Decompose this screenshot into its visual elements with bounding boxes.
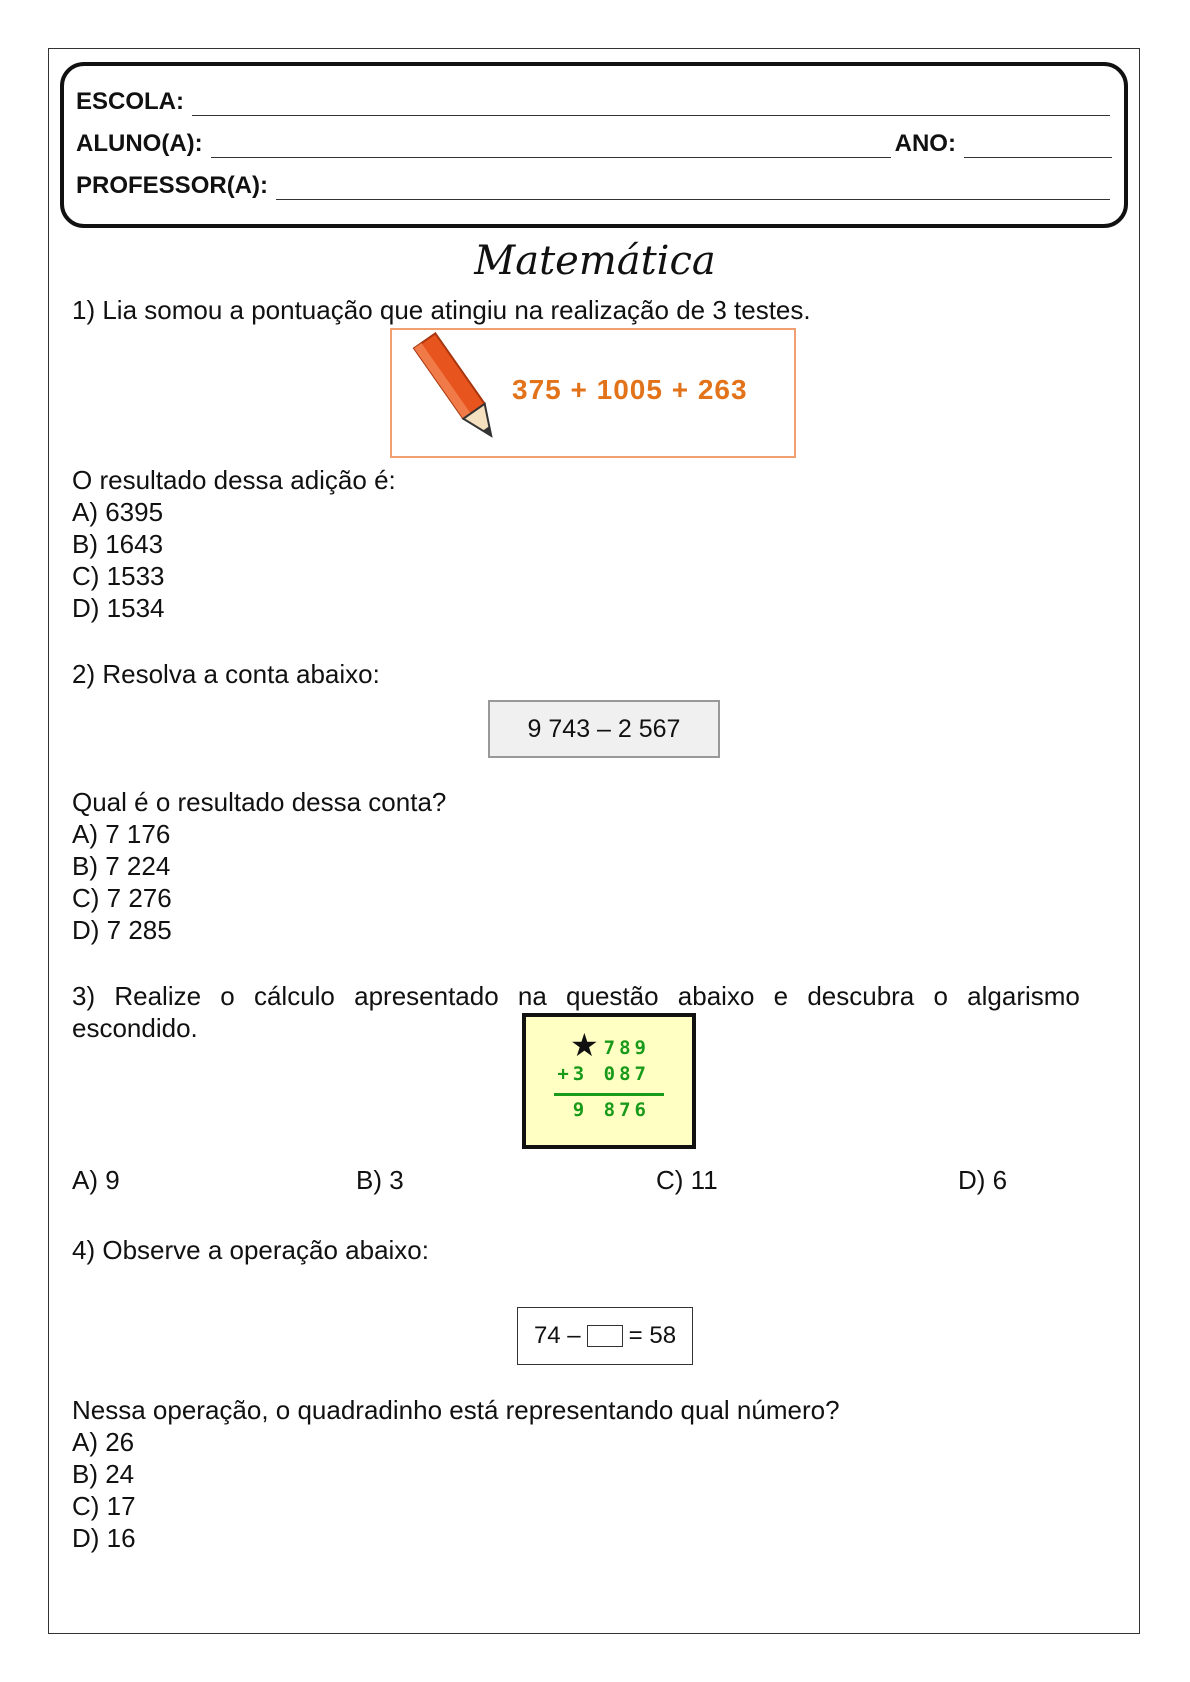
q1-option-c[interactable]: C) 1533 (72, 561, 165, 591)
q3-image (522, 1013, 696, 1149)
q3-prompt-line2: escondido. (72, 1013, 198, 1043)
q2-prompt: 2) Resolva a conta abaixo: (72, 659, 380, 689)
q4-right: = 58 (628, 1322, 677, 1349)
q4-image (517, 1307, 693, 1365)
q4-left: 74 – (533, 1322, 581, 1349)
q4-prompt: 4) Observe a operação abaixo: (72, 1235, 429, 1265)
q1-expression: 375 + 1005 + 263 (512, 374, 748, 405)
aluno-label: ALUNO(A): (76, 130, 203, 157)
q2-option-a[interactable]: A) 7 176 (72, 819, 171, 849)
q2-option-c[interactable]: C) 7 276 (72, 883, 172, 913)
escola-line (76, 88, 1110, 116)
escola-field[interactable] (192, 95, 1110, 116)
q4-option-c[interactable]: C) 17 (72, 1491, 136, 1521)
professor-label: PROFESSOR(A): (76, 172, 268, 199)
q2-image (488, 700, 720, 758)
q3-option-d[interactable]: D) 6 (958, 1165, 1008, 1195)
q3-sum-bar (554, 1093, 664, 1096)
q3-option-b[interactable]: B) 3 (356, 1165, 404, 1195)
q4-option-a[interactable]: A) 26 (72, 1427, 135, 1457)
q2-option-b[interactable]: B) 7 224 (72, 851, 171, 881)
q1-option-b[interactable]: B) 1643 (72, 529, 164, 559)
q3-row-2: +3 087 (557, 1063, 650, 1085)
q3-option-a[interactable]: A) 9 (72, 1165, 120, 1195)
escola-label: ESCOLA: (76, 88, 184, 115)
q1-option-d[interactable]: D) 1534 (72, 593, 165, 623)
q3-row-3: 9 876 (572, 1099, 650, 1121)
q2-question: Qual é o resultado dessa conta? (72, 787, 447, 817)
q1-image (390, 328, 796, 458)
star-icon: ★ (570, 1027, 599, 1063)
q1-question: O resultado dessa adição é: (72, 465, 396, 495)
q3-prompt-line1 (72, 980, 1120, 1012)
aluno-line (76, 130, 1112, 158)
pencil-icon (400, 330, 520, 456)
blank-square (587, 1325, 623, 1347)
q1-option-a[interactable]: A) 6395 (72, 497, 164, 527)
ano-field[interactable] (964, 137, 1112, 158)
q4-option-d[interactable]: D) 16 (72, 1523, 136, 1553)
q4-option-b[interactable]: B) 24 (72, 1459, 135, 1489)
q4-question: Nessa operação, o quadradinho está representando qual número? (72, 1395, 840, 1425)
q2-option-d[interactable]: D) 7 285 (72, 915, 172, 945)
q3-option-c[interactable]: C) 11 (656, 1165, 718, 1195)
page-title: Matemática (474, 238, 716, 284)
q2-expression: 9 743 – 2 567 (527, 714, 681, 743)
professor-line (76, 172, 1110, 200)
q1-prompt: 1) Lia somou a pontuação que atingiu na realização de 3 testes. (72, 295, 811, 325)
q3-prompt-text: 3) Realize o cálculo apresentado na questão abaixo e descubra o algarismo (72, 981, 1080, 1011)
professor-field[interactable] (276, 179, 1110, 200)
aluno-field[interactable] (211, 137, 891, 158)
q3-row-1: 789 (603, 1037, 650, 1059)
ano-label: ANO: (894, 130, 956, 157)
